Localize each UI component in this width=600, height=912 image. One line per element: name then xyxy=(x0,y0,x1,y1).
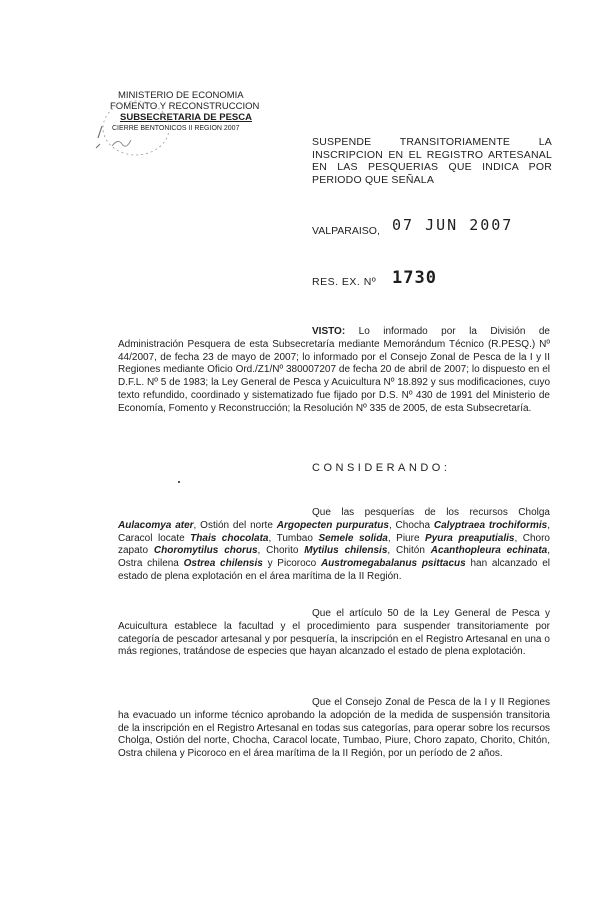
visto-label: VISTO: xyxy=(312,326,346,337)
subject-line: SUSPENDE TRANSITORIAMENTE LA xyxy=(312,136,552,148)
species-name: Choromytilus chorus xyxy=(153,545,258,557)
species-name: Acanthopleura echinata xyxy=(430,545,548,557)
subject-line: EN LAS PESQUERIAS QUE INDICA POR xyxy=(312,161,552,173)
subject-line: INSCRIPCION EN EL REGISTRO ARTESANAL xyxy=(312,148,552,161)
ministry-name: MINISTERIO DE ECONOMIA xyxy=(118,90,244,101)
scan-speck xyxy=(178,481,180,483)
considerando-paragraph-1: Que las pesquerías de los recursos Cholga Aulacomya ater, Ostión del norte Argopecten purpuratus, Chocha Calyptraea trochiformis, Caracol locate Thais chocolata, Tumbao Semele solida, Piure Pyura preaputialis, Choro zapato Choromytilus chorus, Chorito Mytilus chilensis, Chitón Acanthopleura echinata, Ostra chilena Ostrea chilensis y Picoroco Austromegabalanus psittacus han alcanzado el estado de plena explotación en el área marítima de la II Región. xyxy=(118,507,551,582)
species-name: Semele solida xyxy=(318,532,388,544)
considerando-paragraph-2 xyxy=(118,608,550,659)
species-name: Ostrea chilensis xyxy=(183,558,263,570)
visto-paragraph xyxy=(118,326,550,416)
species-name: Mytilus chilensis xyxy=(304,545,388,557)
resolution-number: 1730 xyxy=(392,268,437,288)
file-reference: CIERRE BENTONICOS II REGION 2007 xyxy=(112,125,240,132)
ministry-subname: FOMENTO Y RECONSTRUCCION xyxy=(110,101,260,112)
species-name: Calyptraea trochiformis xyxy=(433,519,548,531)
visto-text: Lo informado por la División de Administración Pesquera de esta Subsecretaría mediante Memorándum Técnico (R.PESQ.) Nº 44/2007, de fecha 23 de mayo de 2007; lo informado por el Consejo Zonal de Pesca de la I y II Regiones mediante Oficio Ord./Z1/Nº 380007207 de fecha 20 de abril de 2007; lo dispuesto en el D.F.L. Nº 5 de 1983; la Ley General de Pesca y Acuicultura Nº 18.892 y sus modificaciones, cuyo texto refundido, coordinado y sistematizado fue fijado por D.S. Nº 430 de 1991 del Ministerio de Economía, Fomento y Reconstrucción; la Resolución Nº 335 de 2005, de esta Subsecretaría. xyxy=(118,326,550,414)
resolution-label: RES. EX. Nº xyxy=(312,276,377,288)
species-name: Aulacomya ater xyxy=(118,519,194,531)
paragraph-text: Que el Consejo Zonal de Pesca de la I y II Regiones ha evacuado un informe técnico aprobando la adopción de la medida de suspensión transitoria de la inscripción en el Registro Artesanal en todas sus categorías, para operar sobre los recursos Cholga, Ostión del norte, Chocha, Caracol locate, Tumbao, Piure, Choro zapato, Chorito, Chitón, Ostra chilena y Picoroco en el área marítima de la II Región, por un período de 2 años. xyxy=(118,697,550,760)
species-name: Argopecten purpuratus xyxy=(276,519,389,531)
date-stamp: 07 JUN 2007 xyxy=(392,216,514,234)
species-name: Pyura preaputialis xyxy=(425,532,515,544)
official-stamp-icon xyxy=(92,98,172,164)
species-name: Austromegabalanus psittacus xyxy=(320,558,466,570)
place-label: VALPARAISO, xyxy=(312,225,380,237)
species-name: Thais chocolata xyxy=(190,532,269,544)
subject-line: PERIODO QUE SEÑALA xyxy=(312,173,435,186)
subsecretaria-name: SUBSECRETARIA DE PESCA xyxy=(120,112,252,123)
paragraph-text: Que el artículo 50 de la Ley General de Pesca y Acuicultura establece la facultad y el procedimiento para suspender transitoriamente por categoría de pescador artesanal y por pesquería, la inscripción en el Registro Artesanal en una o más regiones, tratándose de especies que hayan alcanzado el estado de plena explotación. xyxy=(118,608,550,658)
considerando-heading: CONSIDERANDO: xyxy=(312,462,451,474)
resolution-subject xyxy=(312,136,552,186)
considerando-paragraph-3 xyxy=(118,697,550,761)
